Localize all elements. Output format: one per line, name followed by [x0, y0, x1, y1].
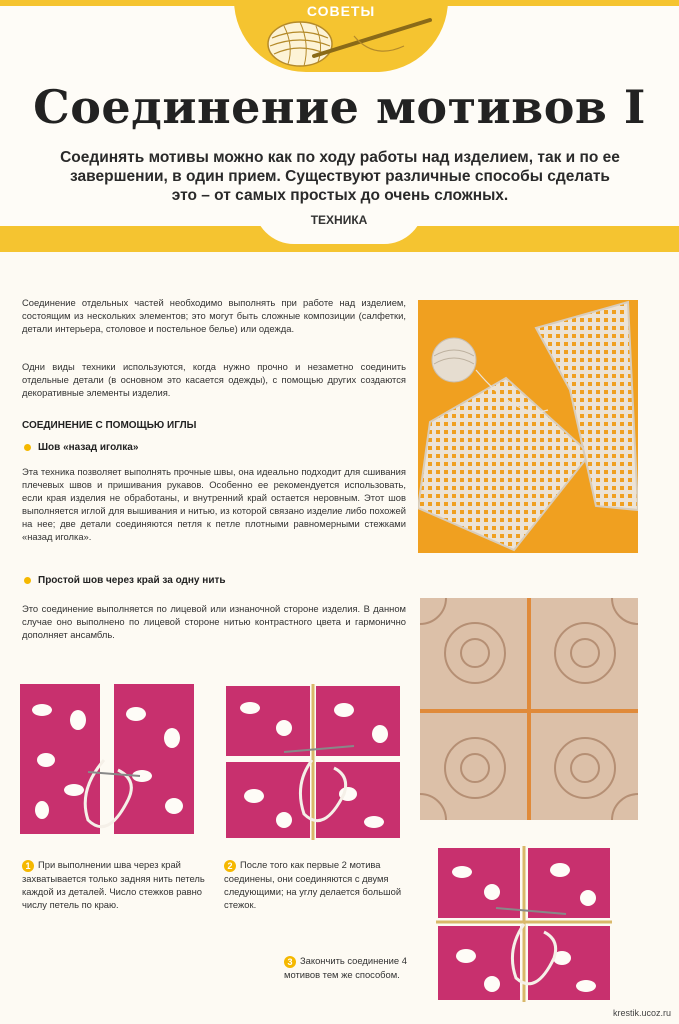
step-1-caption	[22, 858, 212, 911]
step-3-number: 3	[284, 956, 296, 968]
step-2-number: 2	[224, 860, 236, 872]
needle-section-heading: СОЕДИНЕНИЕ С ПОМОЩЬЮ ИГЛЫ	[22, 420, 197, 431]
step-2-text: После того как первые 2 мотива соединены, они соединяются с двумя следующими; на углу делается большой стежок.	[224, 859, 402, 910]
page-title: Соединение мотивов I	[33, 80, 646, 134]
advice-tab-label: СОВЕТЫ	[306, 3, 376, 19]
step-1-text: При выполнении шва через край захватывается только задняя нить петель каждой из деталей. Число стежков равно числу петель по краю.	[22, 859, 205, 910]
step-3-text: Закончить соединение 4 мотивов тем же способом.	[284, 955, 407, 980]
intro-paragraph-1: Соединение отдельных частей необходимо выполнять при работе над изделием, состоящим из нескольких элементов; это могут быть сложные композиции (салфетки, детали интерьера, столовое и постельное белье) или одежда.	[22, 297, 406, 334]
simple-seam-title	[24, 575, 226, 586]
source-watermark: krestik.ucoz.ru	[612, 1008, 671, 1018]
step-2-caption	[224, 858, 412, 911]
back-stitch-title-text: Шов «назад иголка»	[38, 442, 139, 453]
diagram-step-2	[224, 684, 402, 840]
crochet-squares-photo-art	[420, 598, 638, 820]
lace-motifs-photo	[418, 300, 638, 553]
crochet-squares-photo	[420, 598, 638, 820]
simple-seam-title-text: Простой шов через край за одну нить	[38, 575, 226, 586]
diagram-step-1	[18, 680, 196, 838]
advice-tab	[234, 0, 448, 72]
step-3-caption	[284, 954, 420, 981]
bullet-icon	[24, 444, 31, 451]
lace-motifs-photo-art	[418, 300, 638, 553]
simple-seam-text: Это соединение выполняется по лицевой или изнаночной стороне изделия. В данном случае оно выполнено по лицевой стороне нитью контрастного цвета и гармонично дополняет ансамбль.	[22, 603, 406, 640]
step-1-number: 1	[22, 860, 34, 872]
back-stitch-text: Эта техника позволяет выполнять прочные швы, она идеально подходит для сшивания плечевых швов и пришивания рукавов. Особенно ее рекомендуется использовать, если края изделия не обработаны, и внутренний край остается неровным. Этот шов выполняется иглой для вышивания и нитью, из которой связано изделие либо похожей на нее; две детали соединяются петля к петле плотными равномерными стежками «назад иголка».	[22, 466, 406, 542]
page-subtitle: Соединять мотивы можно как по ходу работы над изделием, так и по ее завершении, в один прием. Существуют различные способы сделать это – от самых простых до очень сложных.	[60, 149, 620, 204]
bullet-icon	[24, 577, 31, 584]
intro-paragraph-2: Одни виды техники используются, когда нужно прочно и незаметно соединить отдельные детали (в основном это касается одежды), с помощью других создаются декоративные элементы изделия.	[22, 361, 406, 398]
diagram-step-3	[436, 846, 612, 1002]
yarn-and-hook-icon	[254, 16, 434, 68]
section-label: ТЕХНИКА	[310, 213, 368, 227]
back-stitch-title	[24, 442, 138, 453]
